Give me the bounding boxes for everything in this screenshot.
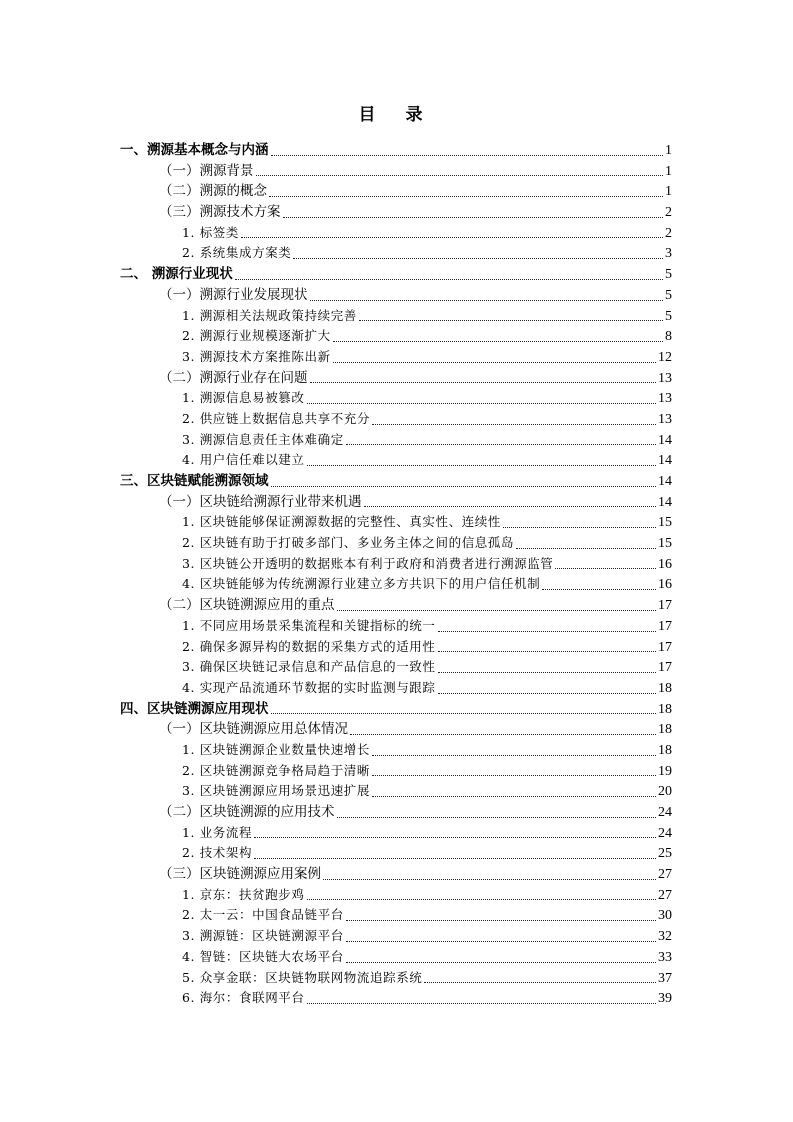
toc-entry-level-3[interactable] [120, 388, 672, 409]
toc-entry-title[interactable]: （一）溯源行业发展现状 [159, 286, 308, 303]
toc-entry-level-3[interactable] [120, 347, 672, 368]
toc-page-number[interactable]: 27 [658, 887, 672, 903]
toc-entry-level-3[interactable] [120, 926, 672, 947]
toc-entry-title[interactable]: 2. 太一云：中国食品链平台 [182, 907, 344, 923]
dot-leader [438, 651, 656, 652]
dot-leader [372, 796, 656, 797]
dot-leader [271, 713, 657, 714]
dot-leader [438, 693, 656, 694]
toc-entry-title[interactable]: 4. 用户信任难以建立 [182, 452, 305, 468]
toc-entry-title[interactable]: 3. 区块链公开透明的数据账本有利于政府和消费者进行溯源监管 [182, 555, 554, 571]
toc-entry-level-2[interactable] [120, 285, 672, 306]
toc-entry-level-1[interactable] [120, 264, 672, 285]
toc-entry-title[interactable]: 2. 供应链上数据信息共享不充分 [182, 410, 371, 426]
toc-page-number[interactable]: 17 [658, 598, 672, 614]
dot-leader [372, 424, 656, 425]
toc-entry-title[interactable]: （二）区块链溯源的应用技术 [159, 804, 335, 820]
toc-entry-title[interactable]: 2. 溯源行业规模逐渐扩大 [182, 328, 331, 344]
page-title: 目 录 [358, 105, 435, 125]
toc-page-number[interactable]: 30 [658, 908, 672, 924]
dot-leader [516, 548, 656, 549]
toc-entry-level-3[interactable] [120, 574, 672, 595]
toc-entry-title[interactable]: 二、 溯源行业现状 [120, 266, 233, 283]
toc-entry-level-3[interactable] [120, 554, 672, 575]
toc-page-number[interactable]: 19 [658, 763, 672, 779]
toc-entry-title[interactable]: 三、区块链赋能溯源领域 [120, 473, 269, 489]
toc-entry-title[interactable]: （二）区块链溯源应用的重点 [159, 597, 335, 614]
toc-page-number[interactable]: 5 [665, 267, 672, 283]
toc-entry-level-3[interactable] [120, 761, 672, 782]
toc-entry-level-3[interactable] [120, 533, 672, 554]
dot-leader [323, 879, 656, 880]
toc-page-number[interactable]: 13 [658, 411, 672, 427]
toc-entry-level-3[interactable] [120, 947, 672, 968]
toc-entry-title[interactable]: 一、溯源基本概念与内涵 [120, 142, 269, 158]
toc-entry-level-3[interactable] [120, 885, 672, 906]
dot-leader [271, 155, 664, 156]
toc-entry-level-3[interactable] [120, 409, 672, 430]
toc-entry-title[interactable]: 1. 不同应用场景采集流程和关键指标的统一 [182, 617, 436, 633]
toc-entry-title[interactable]: 6. 海尔：食联网平台 [182, 990, 305, 1006]
dot-leader [283, 217, 664, 218]
toc-page-number[interactable]: 13 [658, 391, 672, 407]
toc-entry-level-3[interactable] [120, 843, 672, 864]
toc-page-number[interactable]: 18 [658, 742, 672, 758]
toc-entry-title[interactable]: （一）区块链给溯源行业带来机遇 [159, 493, 362, 510]
toc-entry-level-2[interactable] [120, 202, 672, 223]
toc-entry-level-3[interactable] [120, 306, 672, 327]
toc-page-number[interactable]: 5 [665, 287, 672, 303]
toc-entry-title[interactable]: 2. 技术架构 [182, 845, 253, 861]
toc-entry-level-3[interactable] [120, 223, 672, 244]
toc-entry-title[interactable]: 3. 区块链溯源应用场景迅速扩展 [182, 783, 371, 799]
toc-page-number[interactable]: 8 [665, 329, 672, 345]
toc-entry-level-2[interactable] [120, 595, 672, 616]
toc-entry-title[interactable]: 4. 实现产品流通环节数据的实时监测与跟踪 [182, 679, 436, 695]
toc-page-number[interactable]: 1 [665, 184, 672, 200]
toc-entry-level-2[interactable] [120, 802, 672, 823]
toc-page-number[interactable]: 32 [658, 929, 672, 945]
toc-entry-level-3[interactable] [120, 781, 672, 802]
toc-entry-title[interactable]: 3. 溯源信息责任主体难确定 [182, 431, 344, 447]
dot-leader [438, 631, 656, 632]
dot-leader [372, 775, 656, 776]
toc-page-number[interactable]: 16 [658, 556, 672, 572]
toc-page-number[interactable]: 24 [658, 825, 672, 841]
dot-leader [555, 568, 656, 569]
toc-entry-title[interactable]: （一）溯源背景 [159, 162, 254, 179]
toc-entry-level-1[interactable] [120, 699, 672, 720]
toc-entry-level-3[interactable] [120, 616, 672, 637]
toc-entry-level-3[interactable] [120, 988, 672, 1009]
toc-entry-title[interactable]: 1. 标签类 [182, 224, 239, 240]
toc-page-number[interactable]: 1 [665, 163, 672, 179]
dot-leader [271, 486, 657, 487]
dot-leader [337, 610, 657, 611]
toc-entry-title[interactable]: 1. 业务流程 [182, 824, 253, 840]
toc-page-number[interactable]: 33 [658, 949, 672, 965]
toc-entry-title[interactable]: 2. 区块链溯源竞争格局趋于清晰 [182, 762, 371, 778]
toc-entry-title[interactable]: 2. 区块链有助于打破多部门、多业务主体之间的信息孤岛 [182, 535, 515, 551]
toc-entry-title[interactable]: 1. 溯源相关法规政策持续完善 [182, 307, 357, 323]
toc-entry-title[interactable]: 1. 溯源信息易被篡改 [182, 390, 305, 406]
toc-entry-title[interactable]: 3. 确保区块链记录信息和产品信息的一致性 [182, 659, 436, 675]
dot-leader [364, 506, 657, 507]
toc-entry-level-2[interactable] [120, 719, 672, 740]
toc-entry-title[interactable]: （一）区块链溯源应用总体情况 [159, 721, 348, 738]
toc-entry-level-3[interactable] [120, 430, 672, 451]
dot-leader [346, 962, 656, 963]
dot-leader [503, 527, 656, 528]
toc-page-number[interactable]: 18 [658, 722, 672, 738]
toc-entry-title[interactable]: 4. 区块链能够为传统溯源行业建立多方共识下的用户信任机制 [182, 576, 541, 592]
dot-leader [254, 858, 656, 859]
dot-leader [346, 444, 656, 445]
toc-page-number[interactable]: 24 [658, 805, 672, 820]
toc-entry-level-3[interactable] [120, 657, 672, 678]
toc-page-number[interactable]: 37 [658, 970, 672, 986]
toc-entry-level-2[interactable] [120, 368, 672, 389]
toc-page-number[interactable]: 25 [658, 846, 672, 862]
toc-page-number[interactable]: 2 [665, 225, 672, 241]
toc-page-number[interactable]: 3 [665, 246, 672, 262]
dot-leader [269, 196, 663, 197]
toc-entry-title[interactable]: 2. 系统集成方案类 [182, 245, 292, 261]
toc-entry-title[interactable]: （三）溯源技术方案 [159, 204, 281, 221]
dot-leader [333, 341, 663, 342]
toc-page-number[interactable]: 14 [658, 432, 672, 448]
dot-leader [542, 589, 656, 590]
toc-entry-level-2[interactable] [120, 492, 672, 513]
dot-leader [337, 817, 657, 818]
toc-entry-level-1[interactable] [120, 471, 672, 492]
dot-leader [256, 175, 664, 176]
dot-leader [333, 362, 656, 363]
dot-leader [346, 941, 656, 942]
dot-leader [254, 837, 656, 838]
toc-page-number[interactable]: 14 [658, 494, 672, 510]
toc-entry-title[interactable]: 四、区块链溯源应用现状 [120, 700, 269, 717]
dot-leader [372, 755, 656, 756]
dot-leader [293, 258, 663, 259]
toc-page-number[interactable]: 20 [658, 784, 672, 800]
toc-page-number[interactable]: 39 [658, 991, 672, 1007]
dot-leader [359, 320, 663, 321]
toc-entry-level-3[interactable] [120, 823, 672, 844]
dot-leader [307, 403, 657, 404]
table-of-contents [120, 140, 672, 1009]
toc-page-number[interactable]: 14 [658, 453, 672, 469]
toc-entry-level-2[interactable] [120, 181, 672, 202]
toc-entry-level-2[interactable] [120, 161, 672, 182]
toc-entry-title[interactable]: （二）溯源行业存在问题 [159, 369, 308, 386]
toc-entry-title[interactable]: 3. 溯源技术方案推陈出新 [182, 348, 331, 364]
toc-page-number[interactable]: 13 [658, 370, 672, 386]
dot-leader [424, 982, 656, 983]
toc-entry-level-3[interactable] [120, 243, 672, 264]
toc-page-number[interactable]: 27 [658, 867, 672, 883]
toc-entry-level-3[interactable] [120, 740, 672, 761]
toc-page-number[interactable]: 17 [658, 660, 672, 676]
toc-page-number[interactable]: 1 [665, 143, 672, 158]
toc-entry-level-3[interactable] [120, 326, 672, 347]
toc-page-number[interactable]: 18 [658, 680, 672, 696]
toc-entry-title[interactable]: 3. 溯源链：区块链溯源平台 [182, 928, 344, 944]
toc-entry-title[interactable]: 1. 京东：扶贫跑步鸡 [182, 886, 305, 902]
dot-leader [310, 300, 664, 301]
dot-leader [235, 279, 663, 280]
dot-leader [350, 734, 656, 735]
toc-entry-title[interactable]: 1. 区块链能够保证溯源数据的完整性、真实性、连续性 [182, 514, 502, 530]
toc-entry-level-3[interactable] [120, 905, 672, 926]
toc-entry-level-1[interactable] [120, 140, 672, 161]
dot-leader [307, 465, 657, 466]
dot-leader [307, 899, 657, 900]
toc-entry-title[interactable]: 5. 众享金联：区块链物联网物流追踪系统 [182, 969, 423, 985]
dot-leader [241, 237, 663, 238]
toc-page-number[interactable]: 14 [658, 474, 672, 489]
toc-page-number[interactable]: 18 [658, 701, 672, 717]
toc-page-number[interactable]: 12 [658, 349, 672, 365]
dot-leader [307, 1003, 657, 1004]
dot-leader [346, 920, 656, 921]
toc-entry-title[interactable]: （三）区块链溯源应用案例 [159, 866, 321, 883]
toc-entry-level-3[interactable] [120, 637, 672, 658]
dot-leader [438, 672, 656, 673]
toc-page-number[interactable]: 2 [665, 205, 672, 221]
toc-page-number[interactable]: 16 [658, 577, 672, 593]
toc-entry-level-3[interactable] [120, 968, 672, 989]
toc-entry-level-3[interactable] [120, 512, 672, 533]
toc-entry-title[interactable]: （二）溯源的概念 [159, 183, 267, 200]
toc-entry-title[interactable]: 1. 区块链溯源企业数量快速增长 [182, 741, 371, 757]
dot-leader [310, 382, 657, 383]
toc-entry-title[interactable]: 4. 智链：区块链大农场平台 [182, 948, 344, 964]
toc-entry-level-2[interactable] [120, 864, 672, 885]
toc-page-number[interactable]: 15 [658, 536, 672, 552]
toc-page-number[interactable]: 17 [658, 618, 672, 634]
toc-page-number[interactable]: 17 [658, 639, 672, 655]
toc-page-number[interactable]: 15 [658, 515, 672, 531]
toc-page-number[interactable]: 5 [665, 308, 672, 324]
toc-entry-level-3[interactable] [120, 678, 672, 699]
toc-entry-level-3[interactable] [120, 450, 672, 471]
toc-entry-title[interactable]: 2. 确保多源异构的数据的采集方式的适用性 [182, 638, 436, 654]
